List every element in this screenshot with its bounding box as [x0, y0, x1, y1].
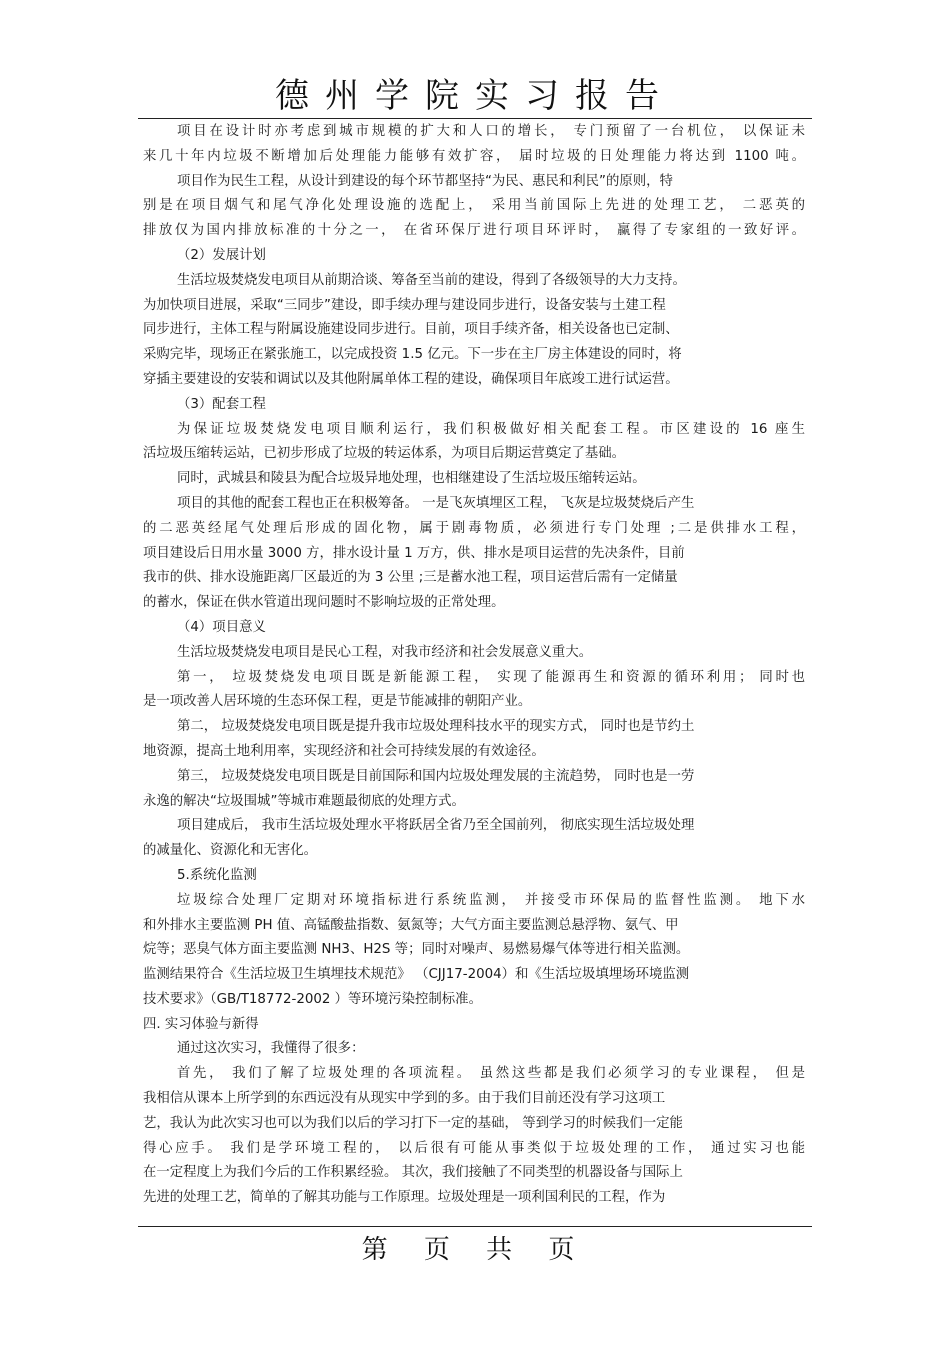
text-line: 项目在设计时亦考虑到城市规模的扩大和人口的增长， 专门预留了一台机位， 以保证未 [177, 124, 805, 139]
text-line: 同步进行，主体工程与附属设施建设同步进行。目前，项目手续齐备，相关设备也已定制、 [143, 322, 679, 338]
section-heading: 5.系统化监测 [177, 867, 257, 883]
text-line: 的减量化、资源化和无害化。 [143, 843, 318, 859]
text-line: 排放仅为国内排放标准的十分之一， 在省环保厅进行项目环评时， 赢得了专家组的一致好评。 [143, 223, 805, 239]
section-heading: （3）配套工程 [177, 396, 266, 412]
text-line: 别是在项目烟气和尾气净化处理设施的选配上， 采用当前国际上先进的处理工艺， 二恶英的 [143, 198, 805, 214]
text-line: 首先， 我们了解了垃圾处理的各项流程。 虽然这些都是我们必须学习的专业课程， 但是 [177, 1066, 805, 1082]
page-title: 德州学院实习报告 [275, 76, 675, 116]
text-line: 是一项改善人居环境的生态环保工程，更是节能减排的朝阳产业。 [143, 694, 532, 710]
section-heading: （4）项目意义 [177, 619, 266, 635]
text-line: 项目建成后， 我市生活垃圾处理水平将跃居全省乃至全国前列， 彻底实现生活垃圾处理 [177, 818, 695, 834]
footer-rule [138, 1226, 812, 1227]
document-body [143, 120, 805, 1211]
text-line: 为保证垃圾焚烧发电项目顺利运行，我们积极做好相关配套工程。市区建设的 16 座生 [177, 421, 805, 437]
text-line: 生活垃圾焚烧发电项目从前期洽谈、筹备至当前的建设，得到了各级领导的大力支持。 [177, 272, 686, 288]
text-line: 第三， 垃圾焚烧发电项目既是目前国际和国内垃圾处理发展的主流趋势， 同时也是一劳 [177, 768, 695, 784]
text-line: 通过这次实习，我懂得了很多： [177, 1041, 365, 1057]
text-line: 技术要求》（GB/T18772-2002 ）等环境污染控制标准。 [143, 991, 482, 1007]
text-line: 为加快项目进展，采取“三同步”建设，即手续办理与建设同步进行，设备安装与土建工程 [143, 297, 666, 313]
text-line: 我相信从课本上所学到的东西远没有从现实中学到的多。由于我们目前还没有学习这项工 [143, 1091, 666, 1107]
text-line: 来几十年内垃圾不断增加后处理能力能够有效扩容， 届时垃圾的日处理能力将达到 1100 吨。 [143, 148, 805, 164]
header-rule [138, 118, 812, 119]
text-line: 项目作为民生工程，从设计到建设的每个环节都坚持“为民、惠民和利民”的原则，特 [177, 173, 673, 189]
text-line: 的蓄水，保证在供水管道出现问题时不影响垃圾的正常处理。 [143, 595, 505, 611]
text-line: 先进的处理工艺，简单的了解其功能与工作原理。垃圾处理是一项利国利民的工程，作为 [143, 1190, 666, 1206]
text-line: 同时，武城县和陵县为配合垃圾异地处理，也相继建设了生活垃圾压缩转运站。 [177, 471, 646, 487]
text-line: 和外排水主要监测 PH 值、高锰酸盐指数、氨氮等；大气方面主要监测总悬浮物、氨气、甲 [143, 917, 679, 933]
text-line: 采购完毕，现场正在紧张施工，以完成投资 1.5 亿元。下一步在主厂房主体建设的同时，将 [143, 347, 682, 363]
text-line: 得心应手。 我们是学环境工程的， 以后很有可能从事类似于垃圾处理的工作， 通过实习也能 [143, 1140, 805, 1156]
text-line: 第一， 垃圾焚烧发电项目既是新能源工程， 实现了能源再生和资源的循环利用； 同时也 [177, 669, 805, 685]
text-line: 项目的其他的配套工程也正在积极筹备。 一是飞灰填埋区工程， 飞灰是垃圾焚烧后产生 [177, 495, 695, 511]
text-line: 项目建设后日用水量 3000 方，排水设计量 1 万方，供、排水是项目运营的先决条件，目前 [143, 545, 685, 561]
page-footer: 第 页 共 页 [361, 1235, 589, 1265]
text-line: 垃圾综合处理厂定期对环境指标进行系统监测， 并接受市环保局的监督性监测。 地下水 [177, 892, 805, 908]
text-line: 生活垃圾焚烧发电项目是民心工程，对我市经济和社会发展意义重大。 [177, 644, 593, 660]
text-line: 监测结果符合《生活垃圾卫生填埋技术规范》 （CJJ17-2004）和《生活垃圾填埋场环境监测 [143, 967, 690, 983]
text-line: 我市的供、排水设施距离厂区最近的为 3 公里 ;三是蓄水池工程，项目运营后需有一定储量 [143, 570, 678, 586]
text-line: 穿插主要建设的安装和调试以及其他附属单体工程的建设，确保项目年底竣工进行试运营。 [143, 371, 679, 387]
section-heading: （2）发展计划 [177, 247, 266, 263]
text-line: 的二恶英经尾气处理后形成的固化物，属于剧毒物质，必须进行专门处理 ;二是供排水工程， [143, 520, 805, 536]
text-line: 永逸的解决“垃圾围城”等城市难题最彻底的处理方式。 [143, 793, 465, 809]
section-heading: 四. 实习体验与新得 [143, 1016, 259, 1032]
text-line: 第二， 垃圾焚烧发电项目既是提升我市垃圾处理科技水平的现实方式， 同时也是节约土 [177, 719, 695, 735]
text-line: 烷等；恶臭气体方面主要监测 NH3、H2S 等；同时对噪声、易燃易爆气体等进行相关监测。 [143, 942, 690, 958]
text-line: 活垃圾压缩转运站，已初步形成了垃圾的转运体系，为项目后期运营奠定了基础。 [143, 446, 626, 462]
text-line: 地资源，提高土地利用率，实现经济和社会可持续发展的有效途径。 [143, 743, 545, 759]
text-line: 艺，我认为此次实习也可以为我们以后的学习打下一定的基础， 等到学习的时候我们一定能 [143, 1115, 683, 1131]
text-line: 在一定程度上为我们今后的工作积累经验。 其次，我们接触了不同类型的机器设备与国际上 [143, 1165, 683, 1181]
